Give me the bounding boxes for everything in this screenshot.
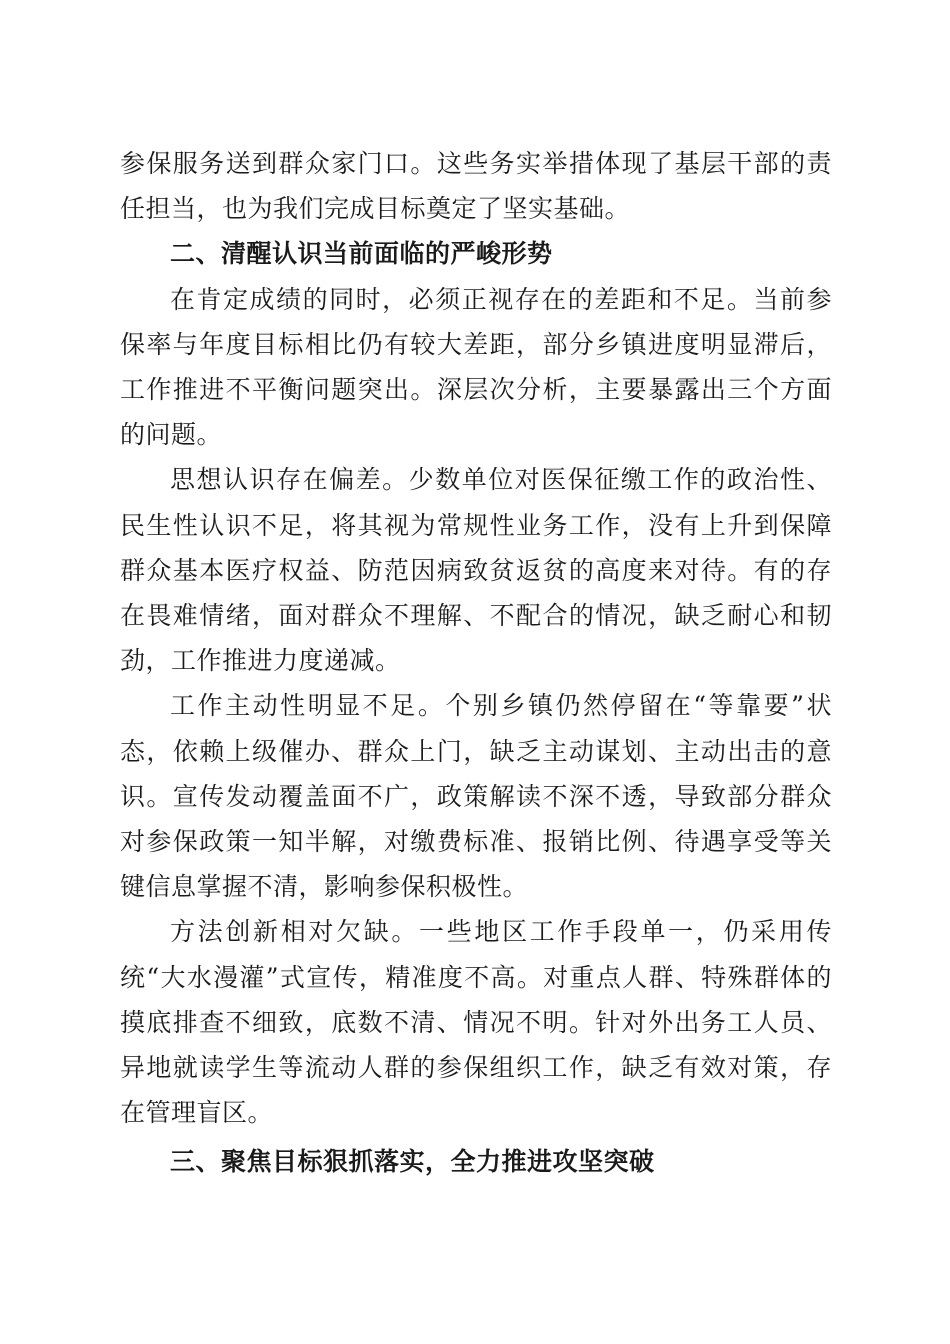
- paragraph-thinking-deviation: 思想认识存在偏差。少数单位对医保征缴工作的政治性、民生性认识不足，将其视为常规性业务工作，没有上升到保障群众基本医疗权益、防范因病致贫返贫的高度来对待。有的存在畏难情绪，面对群众不理解、不配合的情况，缺乏耐心和韧劲，工作推进力度递减。: [120, 465, 832, 676]
- paragraph-initiative-lacking: 工作主动性明显不足。个别乡镇仍然停留在“等靠要”状态，依赖上级催办、群众上门，缺乏主动谋划、主动出击的意识。宣传发动覆盖面不广，政策解读不深不透，导致部分群众对参保政策一知半解，对缴费标准、报销比例、待遇享受等关键信息掌握不清，影响参保积极性。: [120, 691, 832, 902]
- document-body: [120, 141, 832, 1185]
- section-heading-2: 二、清醒认识当前面临的严峻形势: [170, 239, 553, 269]
- continued-paragraph: 参保服务送到群众家门口。这些务实举措体现了基层干部的责任担当，也为我们完成目标奠定了坚实基础。: [120, 149, 832, 224]
- paragraph-gap-analysis: 在肯定成绩的同时，必须正视存在的差距和不足。当前参保率与年度目标相比仍有较大差距，部分乡镇进度明显滞后，工作推进不平衡问题突出。深层次分析，主要暴露出三个方面的问题。: [120, 284, 832, 450]
- section-heading-3: 三、聚焦目标狠抓落实，全力推进攻坚突破: [170, 1147, 655, 1177]
- paragraph-method-innovation: 方法创新相对欠缺。一些地区工作手段单一，仍采用传统“大水漫灌”式宣传，精准度不高。对重点人群、特殊群体的摸底排查不细致，底数不清、情况不明。针对外出务工人员、异地就读学生等流动人群的参保组织工作，缺乏有效对策，存在管理盲区。: [120, 917, 832, 1128]
